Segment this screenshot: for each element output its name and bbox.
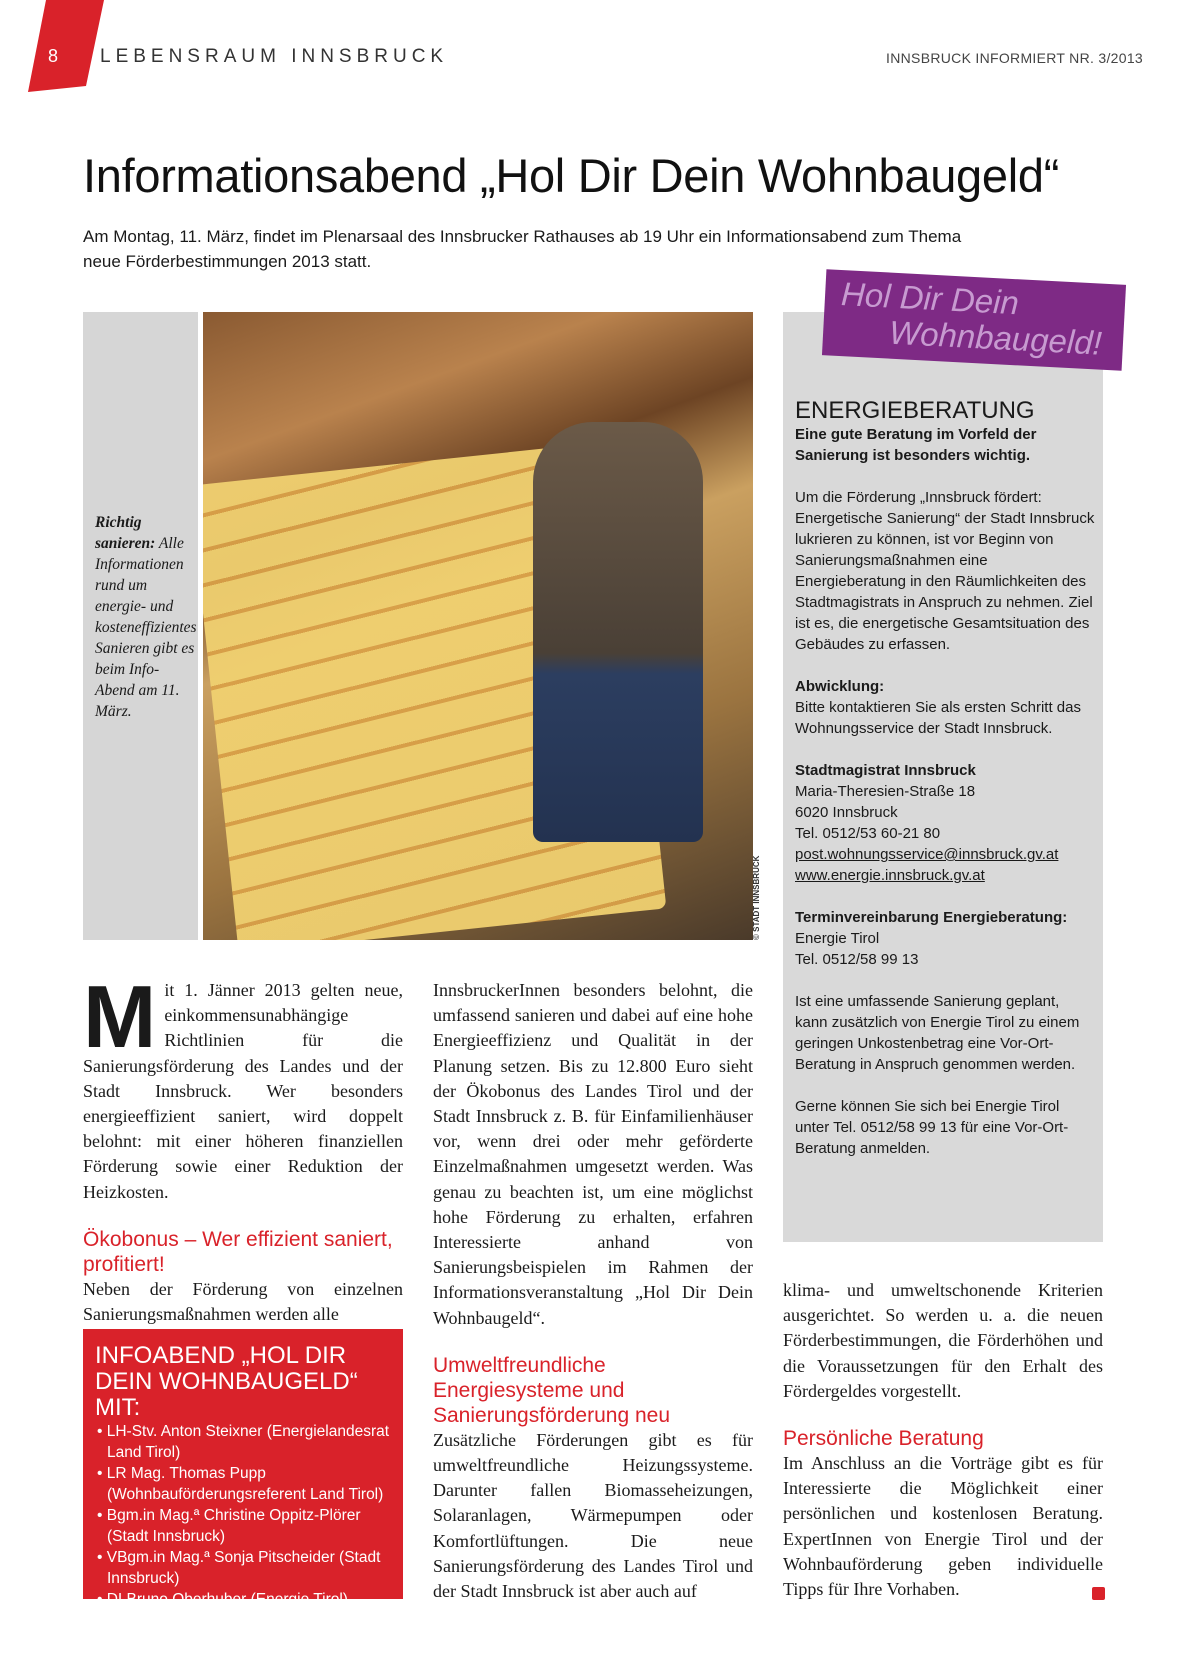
intro-text: it 1. Jänner 2013 gelten neue, einkommensunabhängige Richtlinien für die Sanierungsförderung des Landes und der Stadt Innsbruck. Wer besonders energieeffizient saniert, wird doppelt belohnt: mit einer höheren finanziellen Förderung sowie einer Reduktion der Heizkosten.: [83, 980, 403, 1202]
column-1: [83, 967, 403, 1327]
speaker-item: • Bgm.in Mag.ª Christine Oppitz-Plörer (Stadt Innsbruck): [97, 1507, 361, 1545]
wohnbaugeld-badge: [822, 269, 1126, 371]
worker-figure: [533, 422, 703, 842]
office-tel: Tel. 0512/53 60-21 80: [795, 825, 941, 842]
infobox-title: INFOABEND „HOL DIR DEIN WOHNBAUGELD“ MIT:: [95, 1342, 358, 1421]
column-3: [783, 1278, 1103, 1602]
section-title: LEBENSRAUM INNSBRUCK: [100, 46, 449, 67]
office-street: Maria-Theresien-Straße 18: [795, 783, 976, 800]
sidebar-gerne: Gerne können Sie sich bei Energie Tirol unter Tel. 0512/58 99 13 für eine Vor-Ort-Beratung anmelden.: [795, 1098, 1069, 1157]
heading-oekobonus: Ökobonus – Wer effizient saniert, profitiert!: [83, 1227, 393, 1276]
sidebar-intro: Um die Förderung „Innsbruck fördert: Energetische Sanierung“ der Stadt Innsbruck lukrieren zu können, ist vor Beginn von Sanierungsmaßnahmen eine Energieberatung in den Räumlichkeiten des Stadtmagistrats in Anspruch zu nehmen. Ziel ist es, die energetische Gesamtsituation des Gebäudes zu erfassen.: [795, 489, 1095, 653]
insulation-photo: [203, 312, 753, 940]
termin-label: Terminvereinbarung Energieberatung:: [795, 909, 1068, 926]
article-lead: Am Montag, 11. März, findet im Plenarsaal des Innsbrucker Rathauses ab 19 Uhr ein Informationsabend zum Thema neue Förderbestimmungen 2013 statt.: [83, 227, 962, 271]
paragraph-beratung: Im Anschluss an die Vorträge gibt es für Interessierte die Möglichkeit einer persönlichen und kostenlosen Beratung. ExpertInnen von Energie Tirol und der Wohnbauförderung geben individuelle Tipps für Ihre Vorhaben.: [783, 1453, 1103, 1600]
infoabend-box: [83, 1329, 403, 1608]
article-title: Informationsabend „Hol Dir Dein Wohnbaugeld“: [83, 149, 1060, 202]
speaker-list: [95, 1421, 391, 1610]
sidebar-content: [795, 398, 1095, 1180]
badge-line1: Hol Dir Dein: [840, 275, 1020, 322]
abwicklung-label: Abwicklung:: [795, 678, 885, 695]
photo-credit: © STADT INNSBRUCK: [752, 855, 761, 940]
termin-tel: Tel. 0512/58 99 13: [795, 951, 919, 968]
office-name: Stadtmagistrat Innsbruck: [795, 762, 976, 779]
paragraph-intro: [83, 967, 403, 1205]
sidebar-title: ENERGIEBERATUNG: [795, 397, 1035, 424]
web-link[interactable]: www.energie.innsbruck.gv.at: [795, 867, 985, 884]
badge-line2: Wohnbaugeld!: [888, 313, 1103, 362]
page-number: 8: [48, 46, 59, 66]
paragraph-umwelt: Zusätzliche Förderungen gibt es für umweltfreundliche Heizungssysteme. Darunter fallen Biomasseheizungen, Solaranlagen, Wärmepumpen oder Komfortlüftungen. Die neue Sanierungsförderung des Landes Tirol und der Stadt Innsbruck ist aber auch auf: [433, 1429, 753, 1602]
drop-cap: M: [83, 967, 157, 1066]
heading-beratung: Persönliche Beratung: [783, 1427, 984, 1451]
termin: [795, 907, 1095, 970]
photo-caption: [95, 512, 195, 722]
sidebar-umfassend: Ist eine umfassende Sanierung geplant, kann zusätzlich von Energie Tirol zu einem geringen Unkostenbetrag eine Vor-Ort-Beratung in Anspruch genommen werden.: [795, 993, 1080, 1073]
office-address: [795, 760, 1095, 886]
termin-org: Energie Tirol: [795, 930, 880, 947]
speaker-item: • DI Bruno Oberhuber (Energie Tirol): [97, 1591, 348, 1608]
heading-umwelt: Umweltfreundliche Energiesysteme und Sanierungsförderung neu: [433, 1353, 671, 1427]
speaker-item: • VBgm.in Mag.ª Sonja Pitscheider (Stadt Innsbruck): [97, 1549, 381, 1587]
column-2: [433, 978, 753, 1604]
issue-label: INNSBRUCK INFORMIERT NR. 3/2013: [886, 50, 1143, 66]
speaker-item: • LH-Stv. Anton Steixner (Energielandesrat Land Tirol): [97, 1423, 390, 1461]
paragraph-oekobonus: Neben der Förderung von einzelnen Sanierungsmaßnahmen werden alle: [83, 1278, 403, 1325]
office-city: 6020 Innsbruck: [795, 804, 898, 821]
email-link[interactable]: post.wohnungsservice@innsbruck.gv.at: [795, 846, 1059, 863]
paragraph-oekobonus-cont: InnsbruckerInnen besonders belohnt, die umfassend sanieren und dabei auf eine hohe Energieeffizienz und Qualität in der Planung setzen. Bis zu 12.800 Euro sieht der Ökobonus des Landes Tirol und der Stadt Innsbruck z. B. für Einfamilienhäuser vor, wenn drei oder mehr geförderte Einzelmaßnahmen umgesetzt werden. Was genau zu beachten ist, um eine möglichst hohe Förderung zu erhalten, erfahren Interessierte anhand von Sanierungsbeispielen im Rahmen der Informationsveranstaltung „Hol Dir Dein Wohnbaugeld“.: [433, 980, 753, 1328]
sidebar-subtitle: Eine gute Beratung im Vorfeld der Sanierung ist besonders wichtig.: [795, 426, 1037, 464]
end-mark: [1092, 1587, 1105, 1600]
speaker-item: • LR Mag. Thomas Pupp (Wohnbauförderungsreferent Land Tirol): [97, 1465, 384, 1503]
caption-text: Alle Informationen rund um energie- und kosteneffizientes Sanieren gibt es beim Info-Abend am 11. März.: [95, 535, 197, 720]
caption-bold: Richtig sanieren:: [95, 514, 156, 552]
section-tab: [28, 0, 104, 92]
abwicklung: [795, 676, 1095, 739]
paragraph-umwelt-cont: klima- und umweltschonende Kriterien ausgerichtet. So werden u. a. die neuen Förderbestimmungen, die Förderhöhen und die Voraussetzungen für den Erhalt des Fördergeldes vorgestellt.: [783, 1280, 1103, 1401]
abwicklung-text: Bitte kontaktieren Sie als ersten Schritt das Wohnungsservice der Stadt Innsbruck.: [795, 699, 1081, 737]
